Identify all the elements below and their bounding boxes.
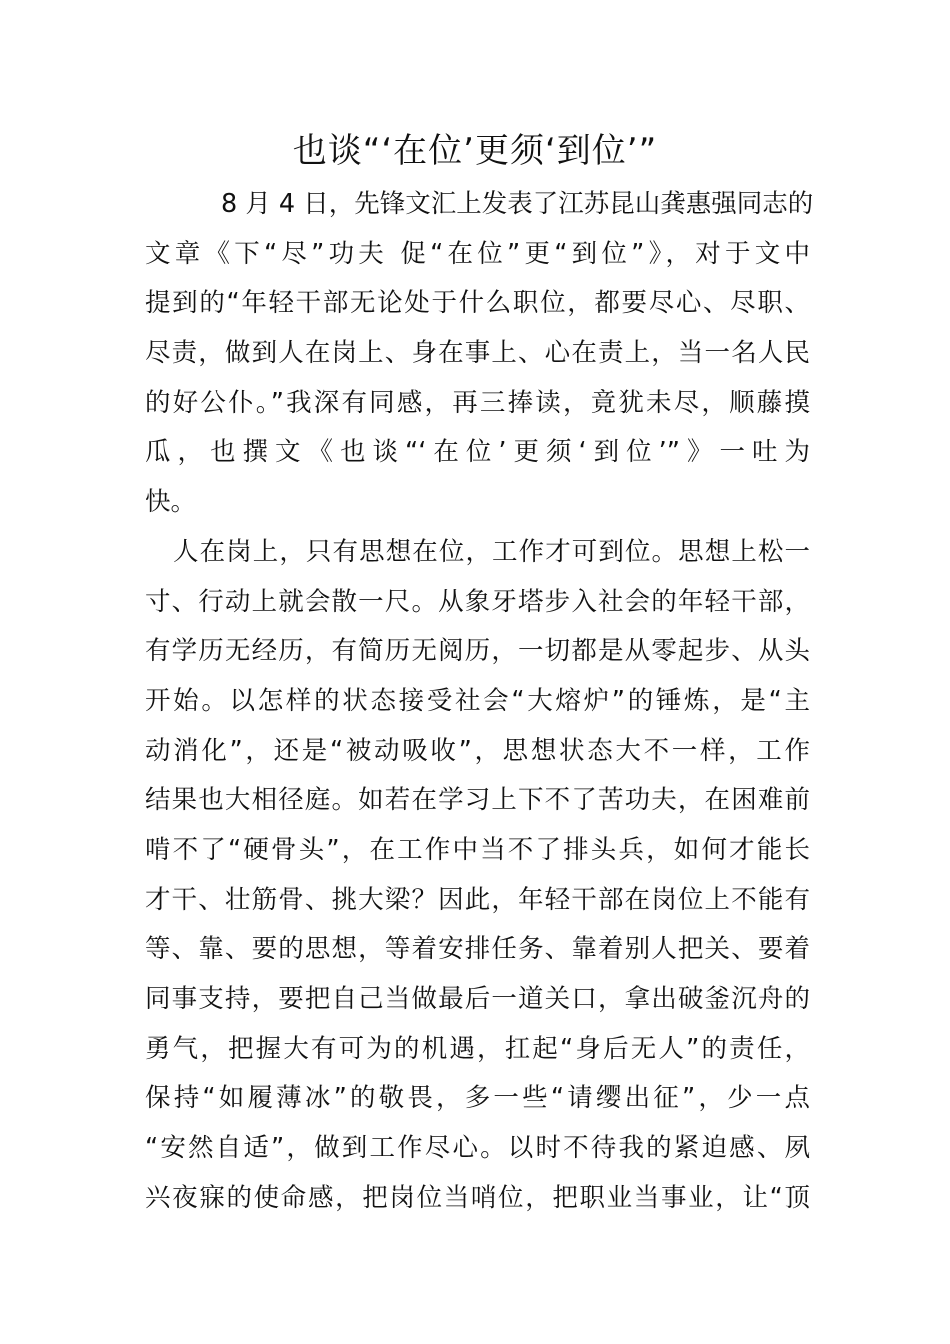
text-line: 保持“如履薄冰”的敬畏，多一些“请缨出征”，少一点 [145,1083,810,1114]
text-line: 有学历无经历，有简历无阅历，一切都是从零起步、从头 [145,636,810,667]
text-line: 提到的“年轻干部无论处于什么职位，都要尽心、尽职、 [145,288,810,319]
paragraph-1 [145,180,814,528]
text-line: “安然自适”，做到工作尽心。以时不待我的紧迫感、夙 [145,1133,810,1164]
text-line: 8 月 4 日，先锋文汇上发表了江苏昆山龚惠强同志的 [221,189,814,219]
text-line: 快。 [145,487,197,518]
text-line: 动消化”，还是“被动吸收”，思想状态大不一样，工作 [145,735,810,766]
document-title: 也谈“‘在位’更须‘到位’” [292,131,658,171]
text-line: 文章《下“尽”功夫 促“在位”更“到位”》，对于文中 [145,238,810,269]
text-line: 瓜，也撰文《也谈“‘在位’更须‘到位’”》一吐为 [145,437,810,468]
text-line: 才干、壮筋骨、挑大梁？因此，年轻干部在岗位上不能有 [145,884,810,915]
text-line: 啃不了“硬骨头”，在工作中当不了排头兵，如何才能长 [145,834,810,865]
text-line: 人在岗上，只有思想在位，工作才可到位。思想上松一 [173,536,810,567]
text-line: 勇气，把握大有可为的机遇，扛起“身后无人”的责任， [145,1033,810,1064]
text-line: 等、靠、要的思想，等着安排任务、靠着别人把关、要着 [145,934,810,965]
text-line: 尽责，做到人在岗上、身在事上、心在责上，当一名人民 [145,338,810,369]
text-line: 结果也大相径庭。如若在学习上下不了苦功夫，在困难前 [145,785,810,816]
paragraph-2 [145,528,810,1224]
text-line: 开始。以怎样的状态接受社会“大熔炉”的锤炼，是“主 [145,685,810,716]
text-line: 同事支持，要把自己当做最后一道关口，拿出破釜沉舟的 [145,984,810,1014]
document-body [145,180,814,1223]
text-line: 寸、行动上就会散一尺。从象牙塔步入社会的年轻干部， [145,586,810,617]
text-line: 的好公仆。”我深有同感，再三捧读，竟犹未尽，顺藤摸 [145,387,810,418]
text-line: 兴夜寐的使命感，把岗位当哨位，把职业当事业，让“顶 [145,1182,810,1213]
